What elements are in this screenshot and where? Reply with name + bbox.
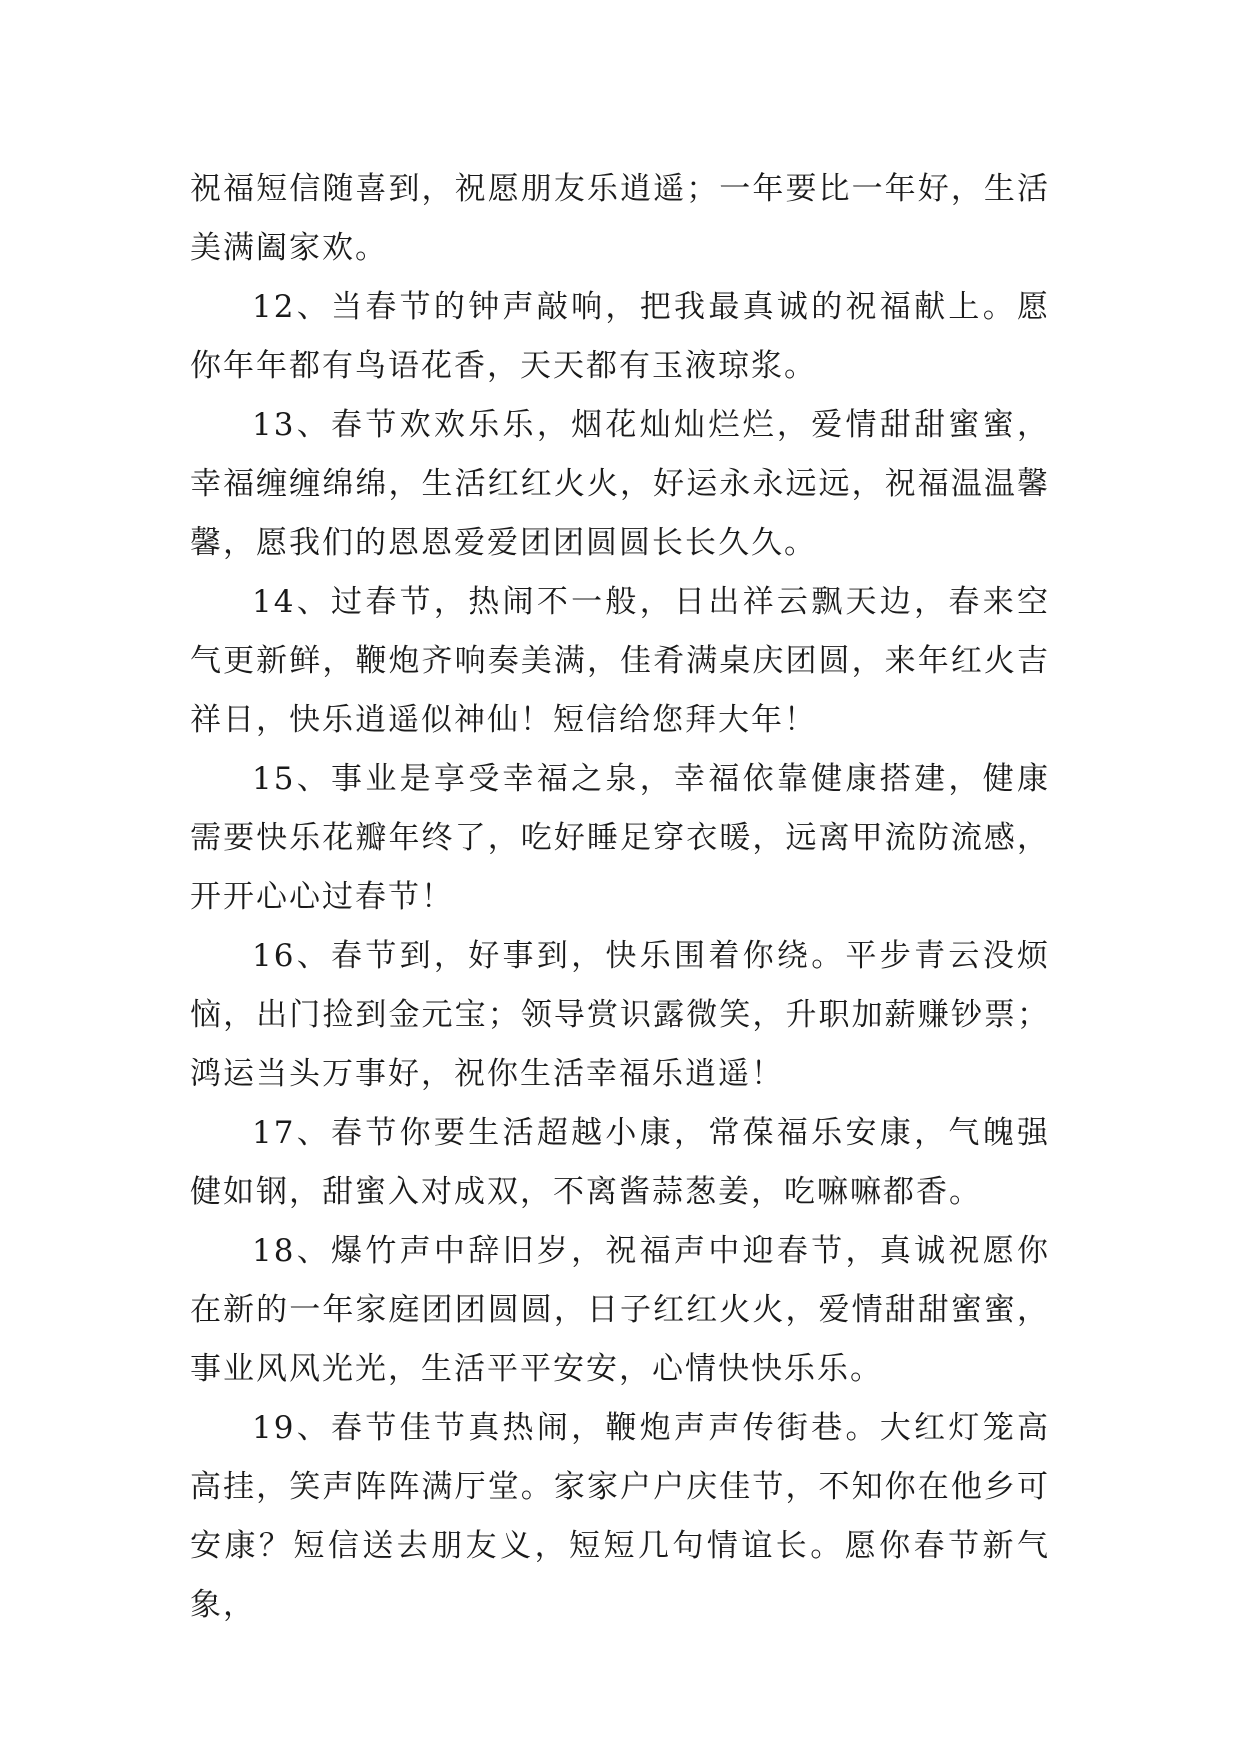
paragraph-13: 13、春节欢欢乐乐，烟花灿灿烂烂，爱情甜甜蜜蜜，幸福缠缠绵绵，生活红红火火，好运永永远远，祝福温温馨馨，愿我们的恩恩爱爱团团圆圆长长久久。 [190,407,1050,561]
document-body [190,160,1050,1635]
paragraph-17: 17、春节你要生活超越小康，常葆福乐安康，气魄强健如钢，甜蜜入对成双，不离酱蒜葱姜，吃嘛嘛都香。 [190,1115,1050,1210]
paragraph-15: 15、事业是享受幸福之泉，幸福依靠健康搭建，健康需要快乐花瓣年终了，吃好睡足穿衣暖，远离甲流防流感，开开心心过春节！ [190,761,1050,915]
paragraph-continued: 祝福短信随喜到，祝愿朋友乐逍遥；一年要比一年好，生活美满阖家欢。 [190,171,1050,266]
paragraph-19: 19、春节佳节真热闹，鞭炮声声传街巷。大红灯笼高高挂，笑声阵阵满厅堂。家家户户庆佳节，不知你在他乡可安康？短信送去朋友义，短短几句情谊长。愿你春节新气象， [190,1410,1050,1623]
paragraph-16: 16、春节到，好事到，快乐围着你绕。平步青云没烦恼，出门捡到金元宝；领导赏识露微笑，升职加薪赚钞票；鸿运当头万事好，祝你生活幸福乐逍遥！ [190,938,1050,1092]
paragraph-18: 18、爆竹声中辞旧岁，祝福声中迎春节，真诚祝愿你在新的一年家庭团团圆圆，日子红红火火，爱情甜甜蜜蜜，事业风风光光，生活平平安安，心情快快乐乐。 [190,1233,1050,1387]
paragraph-14: 14、过春节，热闹不一般，日出祥云飘天边，春来空气更新鲜，鞭炮齐响奏美满，佳肴满桌庆团圆，来年红火吉祥日，快乐逍遥似神仙！短信给您拜大年！ [190,584,1050,738]
paragraph-12: 12、当春节的钟声敲响，把我最真诚的祝福献上。愿你年年都有鸟语花香，天天都有玉液琼浆。 [190,289,1050,384]
